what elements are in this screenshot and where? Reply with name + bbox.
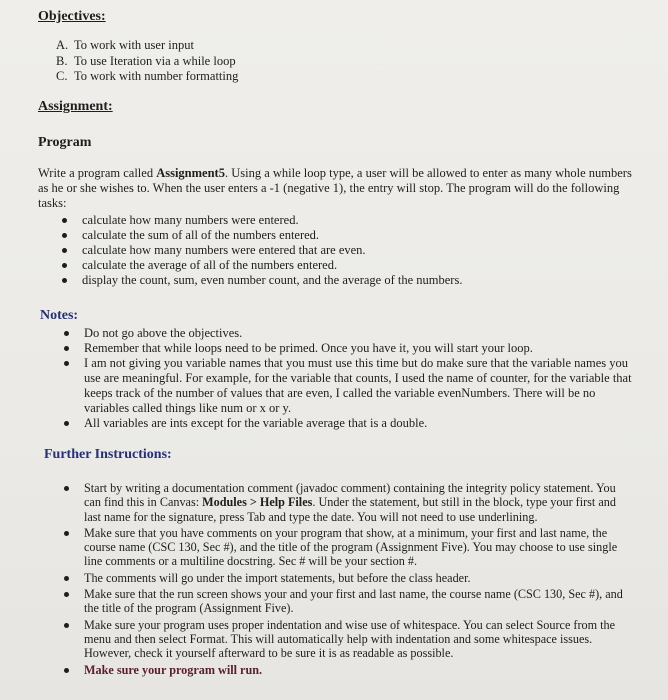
list-item: calculate the average of all of the numbers entered. (62, 258, 622, 273)
list-item: calculate the sum of all of the numbers entered. (62, 228, 622, 243)
list-item: calculate how many numbers were entered. (62, 213, 622, 228)
list-item: Make sure your program uses proper indentation and wise use of whitespace. You can select Source from the menu and then select Format. This will automatically help with indentation and some whitespace issues. However, check it yourself afterward to be sure it is as readable as possible. (64, 618, 630, 661)
program-heading: Program (38, 135, 92, 150)
list-item: Make sure your program will run. (64, 663, 630, 677)
list-item: display the count, sum, even number count, and the average of the numbers. (62, 273, 622, 288)
list-item: Do not go above the objectives. (64, 326, 636, 341)
objectives-list (56, 38, 238, 85)
list-item: Make sure that the run screen shows your and your first and last name, the course name (CSC 130, Sec #), and the title of the program (Assignment Five). (64, 587, 630, 616)
list-item: The comments will go under the import statements, but before the class header. (64, 571, 630, 585)
list-item: Make sure that you have comments on your program that show, at a minimum, your first and last name, the course name (CSC 130, Sec #), and the title of the program (Assignment Five). You may choose to use single line comments or a multiline docstring. Sec # will be your section #. (64, 526, 630, 569)
objectives-heading: Objectives: (38, 9, 106, 24)
list-item: calculate how many numbers were entered that are even. (62, 243, 622, 258)
further-instructions-list (64, 481, 630, 677)
notes-list (64, 326, 636, 431)
list-item: Remember that while loops need to be primed. Once you have it, you will start your loop. (64, 341, 636, 356)
program-description: Write a program called Assignment5. Using a while loop type, a user will be allowed to enter as many whole numbers as he or she wishes to. When the user enters a -1 (negative 1), the entry will stop. The program will do the following tasks: (38, 166, 632, 210)
list-item: I am not giving you variable names that you must use this time but do make sure that the variable names you use are meaningful. For example, for the variable that counts, I used the name of counter, for the variable that keeps track of the number of values that are even, I called the variable evenNumbers. There will be no variables called things like num or x or y. (64, 356, 636, 416)
list-item: All variables are ints except for the variable average that is a double. (64, 416, 636, 431)
list-item: Start by writing a documentation comment (javadoc comment) containing the integrity policy statement. You can find this in Canvas: Modules > Help Files. Under the statement, but still in the block, type your first and last name for the signature, press Tab and type the date. You will not need to use underlining. (64, 481, 630, 524)
list-item: C. To work with number formatting (56, 69, 239, 83)
tasks-list (62, 213, 622, 288)
further-instructions-heading: Further Instructions: (44, 447, 172, 462)
list-item: B. To use Iteration via a while loop (56, 53, 236, 68)
assignment-heading: Assignment: (38, 99, 113, 114)
notes-heading: Notes: (40, 308, 79, 323)
list-item: A. To work with user input (56, 38, 194, 52)
